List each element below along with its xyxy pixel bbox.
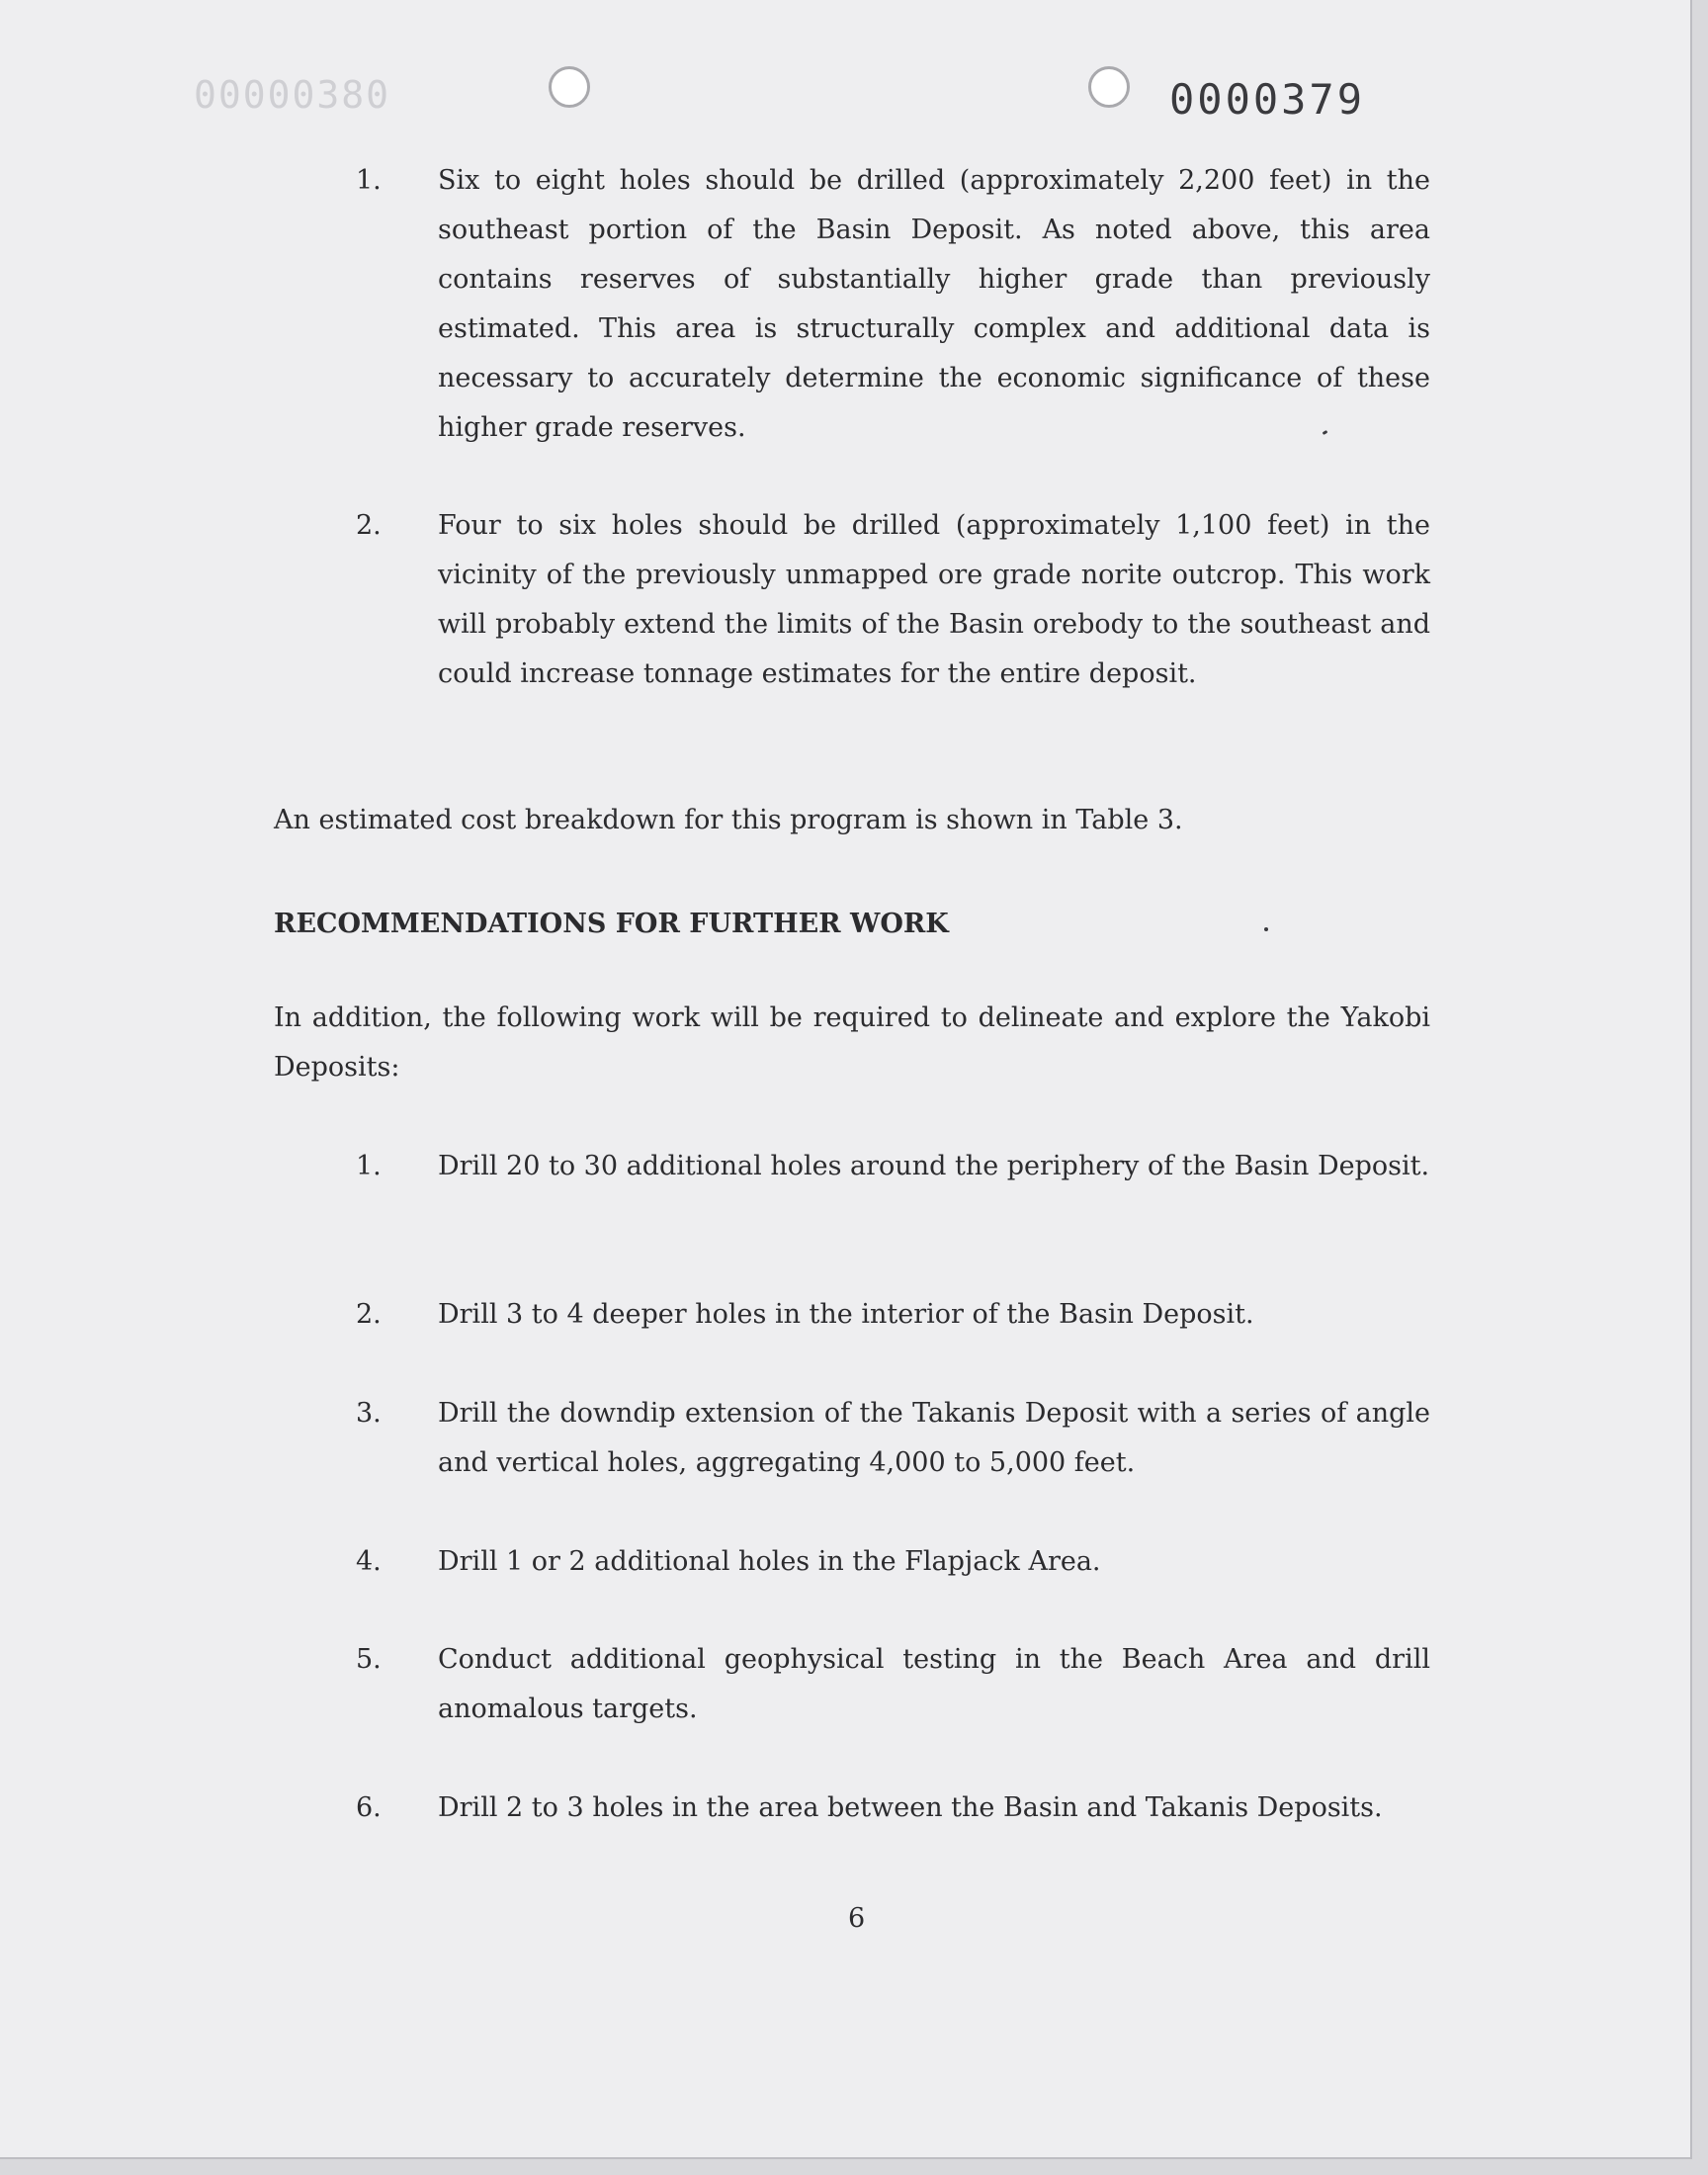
list-item-number: 2. xyxy=(356,1299,382,1330)
list-item-text: Drill 20 to 30 additional holes around the periphery of the Basin Deposit. xyxy=(438,1151,1430,1181)
list-item-text: Drill the downdip extension of the Takanis Deposit with a series of angle and vertical holes, aggregating 4,000 to 5,000 feet. xyxy=(438,1398,1430,1478)
list-item-text: Drill 2 to 3 holes in the area between the Basin and Takanis Deposits. xyxy=(438,1792,1383,1823)
list-item-text: Drill 1 or 2 additional holes in the Flapjack Area. xyxy=(438,1546,1101,1577)
list-item-number: 1. xyxy=(356,1151,382,1181)
list-item-number: 3. xyxy=(356,1398,382,1429)
list-item-number: 4. xyxy=(356,1546,382,1577)
list-item-text: Six to eight holes should be drilled (approximately 2,200 feet) in the southeast portion of the Basin Deposit. As noted above, this area contains reserves of substantially higher grade than previously estimated. This area is structurally complex and additional data is necessary to accurately determine the economic significance of these higher grade reserves. xyxy=(438,165,1430,443)
scan-speck xyxy=(1264,927,1268,931)
page-number: 6 xyxy=(848,1903,866,1934)
list-item-number: 2. xyxy=(356,510,382,541)
punch-hole-right xyxy=(1088,66,1130,108)
list-item-number: 1. xyxy=(356,165,382,196)
list-item-text: Four to six holes should be drilled (approximately 1,100 feet) in the vicinity of the previously unmapped ore grade norite outcrop. This work will probably extend the limits of the Basin orebody to the southeast and could increase tonnage estimates for the entire deposit. xyxy=(438,510,1430,689)
list-item-text: Conduct additional geophysical testing in the Beach Area and drill anomalous targets. xyxy=(438,1644,1430,1724)
list-item-number: 5. xyxy=(356,1644,382,1675)
bleed-through-number: 00000380 xyxy=(194,73,391,117)
section-heading: RECOMMENDATIONS FOR FURTHER WORK xyxy=(274,909,949,939)
punch-hole-left xyxy=(549,66,590,108)
list-item-text: Drill 3 to 4 deeper holes in the interior of the Basin Deposit. xyxy=(438,1299,1254,1330)
list-item-number: 6. xyxy=(356,1792,382,1823)
intro-paragraph: In addition, the following work will be required to delineate and explore the Yakobi Deposits: xyxy=(274,1002,1430,1083)
document-number: 0000379 xyxy=(1169,75,1366,124)
cost-note: An estimated cost breakdown for this program is shown in Table 3. xyxy=(274,805,1183,835)
